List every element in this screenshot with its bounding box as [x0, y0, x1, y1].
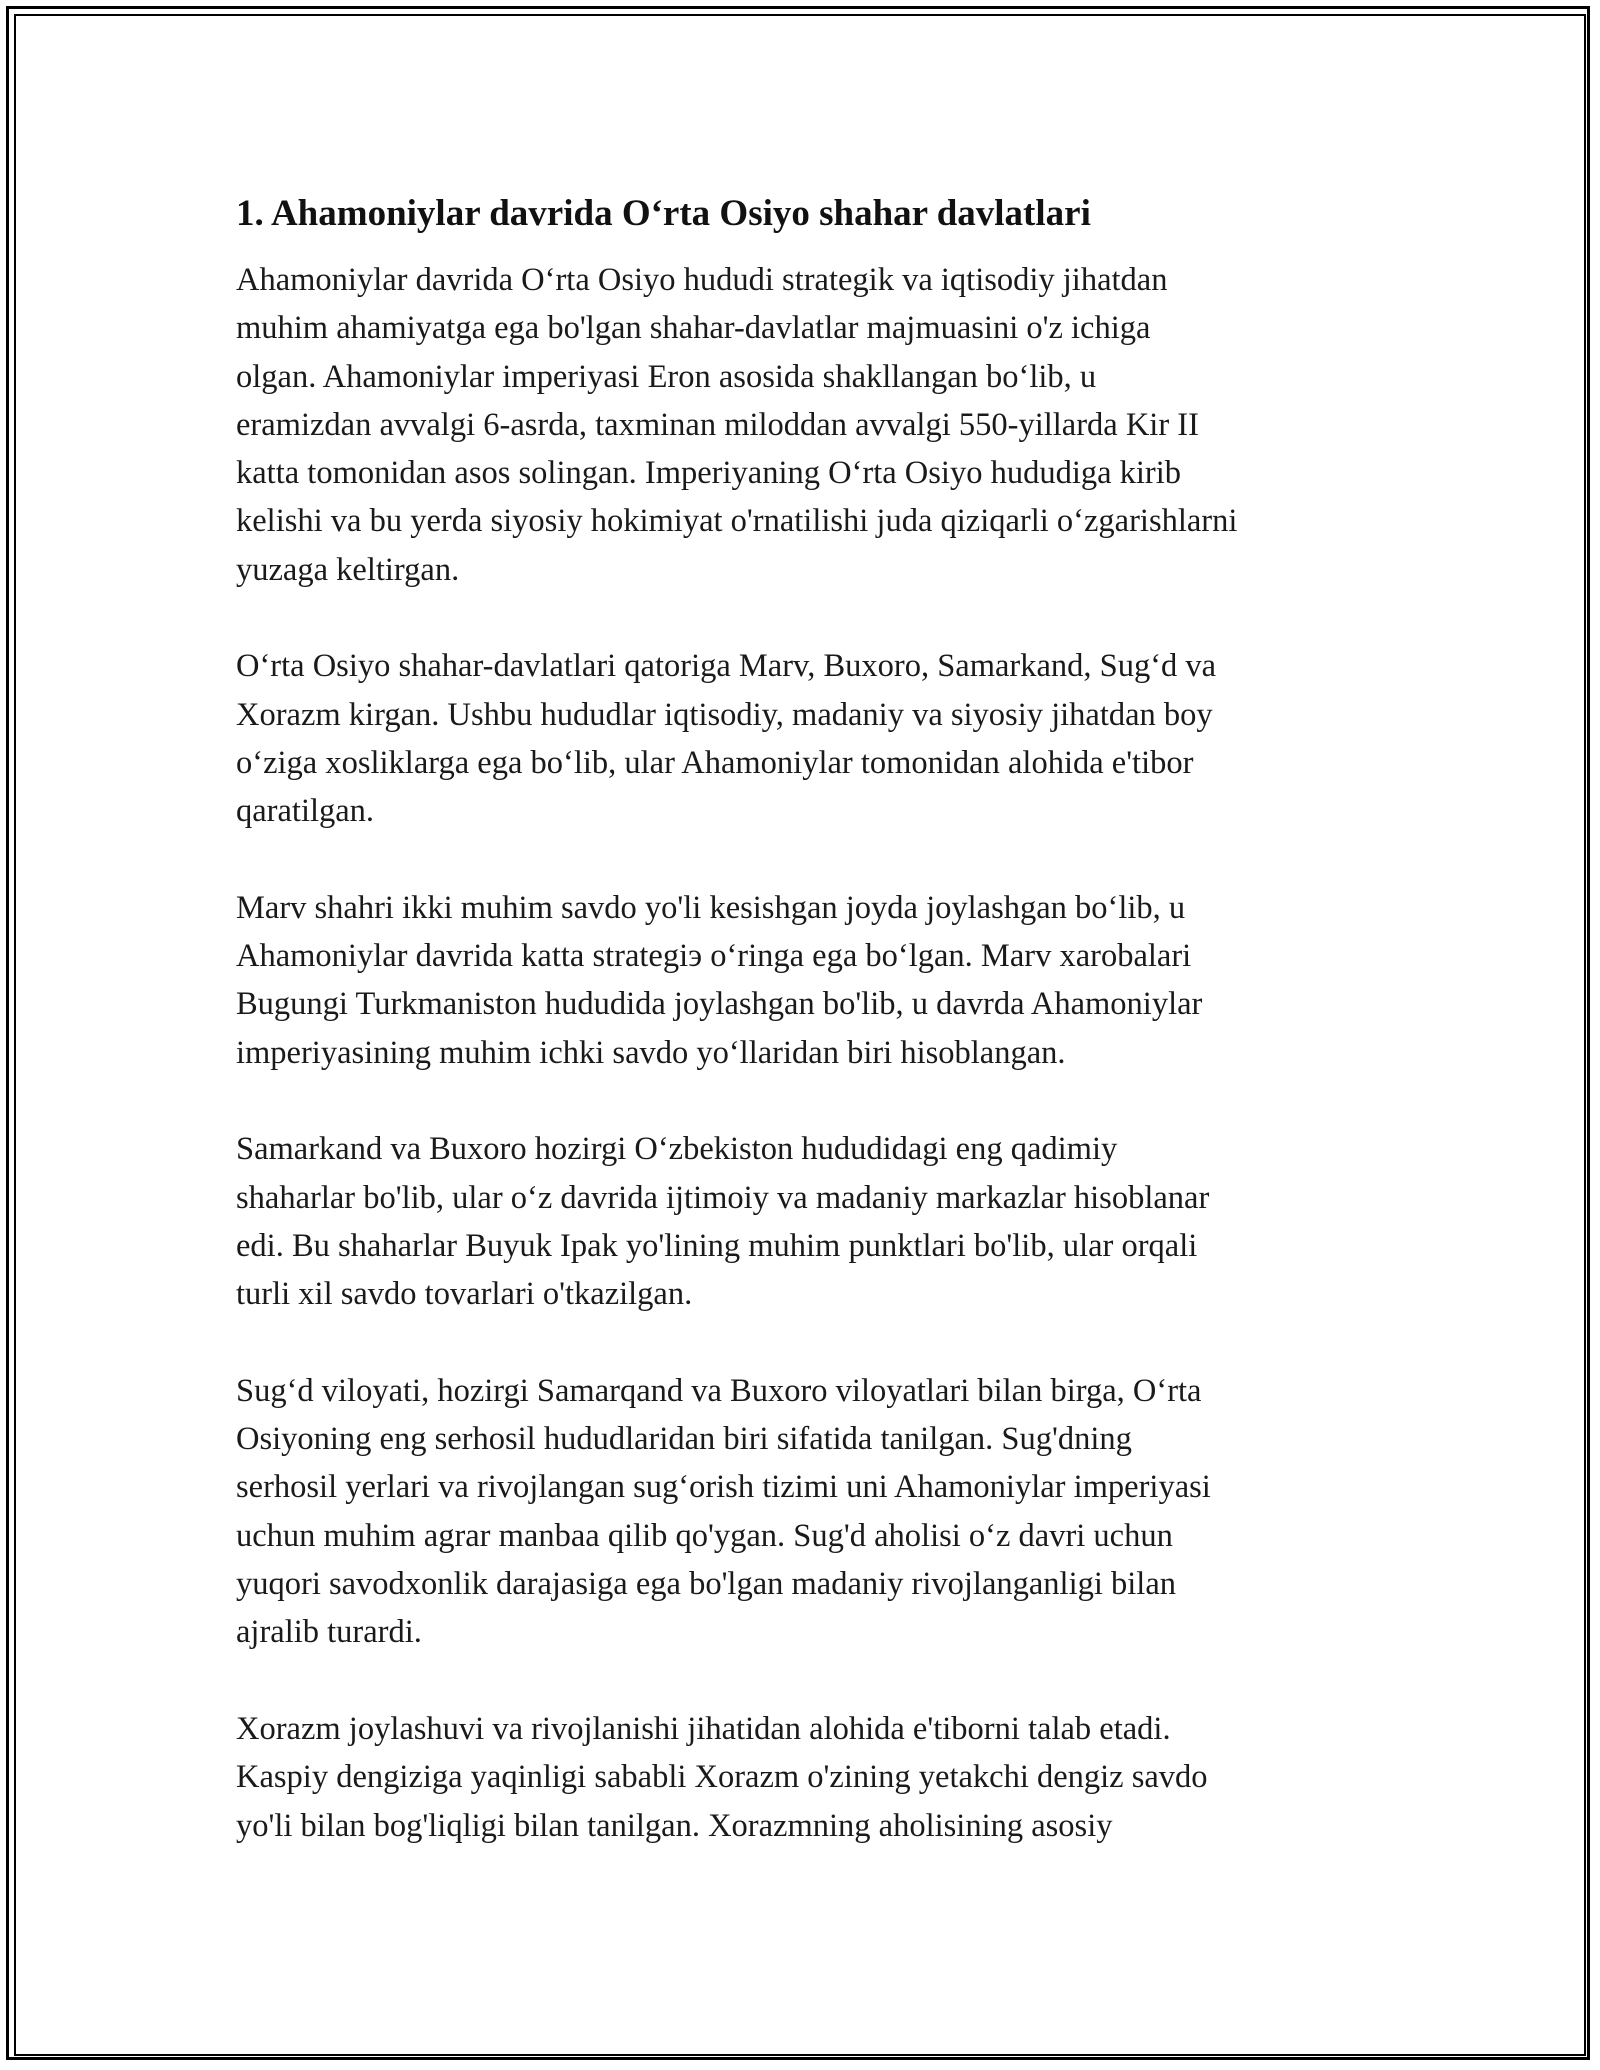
- paragraph-xorazm: [236, 1705, 1386, 1850]
- text-line: edi. Bu shaharlar Buyuk Ipak yo'lining muhim punktlari bo'lib, ular orqali: [236, 1227, 1198, 1264]
- text-line: olgan. Ahamoniylar imperiyasi Eron asosida shakllangan bo‘lib, u: [236, 358, 1097, 395]
- text-line: yo'li bilan bog'liqligi bilan tanilgan. Xorazmning aholisining asosiy: [236, 1807, 1113, 1844]
- text-line: kelishi va bu yerda siyosiy hokimiyat o'rnatilishi juda qiziqarli o‘zgarishlarni: [236, 503, 1238, 540]
- text-line: Marv shahri ikki muhim savdo yo'li kesishgan joyda joylashgan bo‘lib, u: [236, 889, 1186, 926]
- text-line: Xorazm joylashuvi va rivojlanishi jihatidan alohida e'tiborni talab etadi.: [236, 1710, 1171, 1747]
- text-line: qaratilgan.: [236, 793, 375, 830]
- text-line: O‘rta Osiyo shahar-davlatlari qatoriga Marv, Buxoro, Samarkand, Sug‘d va: [236, 648, 1217, 685]
- text-line: yuqori savodxonlik darajasiga ega bo'lgan madaniy rivojlanganligi bilan: [236, 1566, 1176, 1603]
- text-line: muhim ahamiyatga ega bo'lgan shahar-davlatlar majmuasini o'z ichiga: [236, 310, 1151, 347]
- paragraph-marv: [236, 884, 1386, 1077]
- paragraph-sugd: [236, 1367, 1386, 1657]
- text-line: yuzaga keltirgan.: [236, 551, 460, 588]
- text-line: turli xil savdo tovarlari o'tkazilgan.: [236, 1276, 693, 1313]
- paragraph-samarkand-buxoro: [236, 1125, 1386, 1318]
- text-line: imperiyasining muhim ichki savdo yo‘llaridan biri hisoblangan.: [236, 1034, 1066, 1071]
- text-line: o‘ziga xosliklarga ega bo‘lib, ular Ahamoniylar tomonidan alohida e'tibor: [236, 744, 1194, 781]
- text-line: ajralib turardi.: [236, 1614, 422, 1651]
- text-line: shaharlar bo'lib, ular o‘z davrida ijtimoiy va madaniy markazlar hisoblanar: [236, 1179, 1210, 1216]
- text-line: Samarkand va Buxoro hozirgi O‘zbekiston hududidagi eng qadimiy: [236, 1131, 1118, 1168]
- text-line: Kaspiy dengiziga yaqinligi sababli Xorazm o'zining yetakchi dengiz savdo: [236, 1759, 1208, 1796]
- paragraph-ahamoniylar-intro: [236, 256, 1386, 594]
- text-line: uchun muhim agrar manbaa qilib qo'ygan. Sug'd aholisi o‘z davri uchun: [236, 1517, 1173, 1554]
- document-body: [236, 188, 1386, 1898]
- text-line: Osiyoning eng serhosil hududlaridan biri sifatida tanilgan. Sug'dning: [236, 1421, 1132, 1458]
- text-line: Sug‘d viloyati, hozirgi Samarqand va Buxoro viloyatlari bilan birga, O‘rta: [236, 1372, 1202, 1409]
- section-heading: 1. Ahamoniylar davrida O‘rta Osiyo shahar davlatlari: [236, 193, 1091, 234]
- text-line: serhosil yerlari va rivojlangan sug‘orish tizimi uni Ahamoniylar imperiyasi: [236, 1469, 1211, 1506]
- text-line: katta tomonidan asos solingan. Imperiyaning O‘rta Osiyo hududiga kirib: [236, 455, 1182, 492]
- text-line: eramizdan avvalgi 6-asrda, taxminan miloddan avvalgi 550-yillarda Kir II: [236, 406, 1199, 443]
- paragraph-shahar-davlatlari: [236, 642, 1386, 835]
- text-line: Bugungi Turkmaniston hududida joylashgan bo'lib, u davrda Ahamoniylar: [236, 986, 1203, 1023]
- text-line: Ahamoniylar davrida O‘rta Osiyo hududi strategik va iqtisodiy jihatdan: [236, 262, 1168, 298]
- text-line: Ahamoniylar davrida katta strategiэ o‘ringa ega bo‘lgan. Marv xarobalari: [236, 938, 1192, 975]
- text-line: Xorazm kirgan. Ushbu hududlar iqtisodiy, madaniy va siyosiy jihatdan boy: [236, 696, 1213, 733]
